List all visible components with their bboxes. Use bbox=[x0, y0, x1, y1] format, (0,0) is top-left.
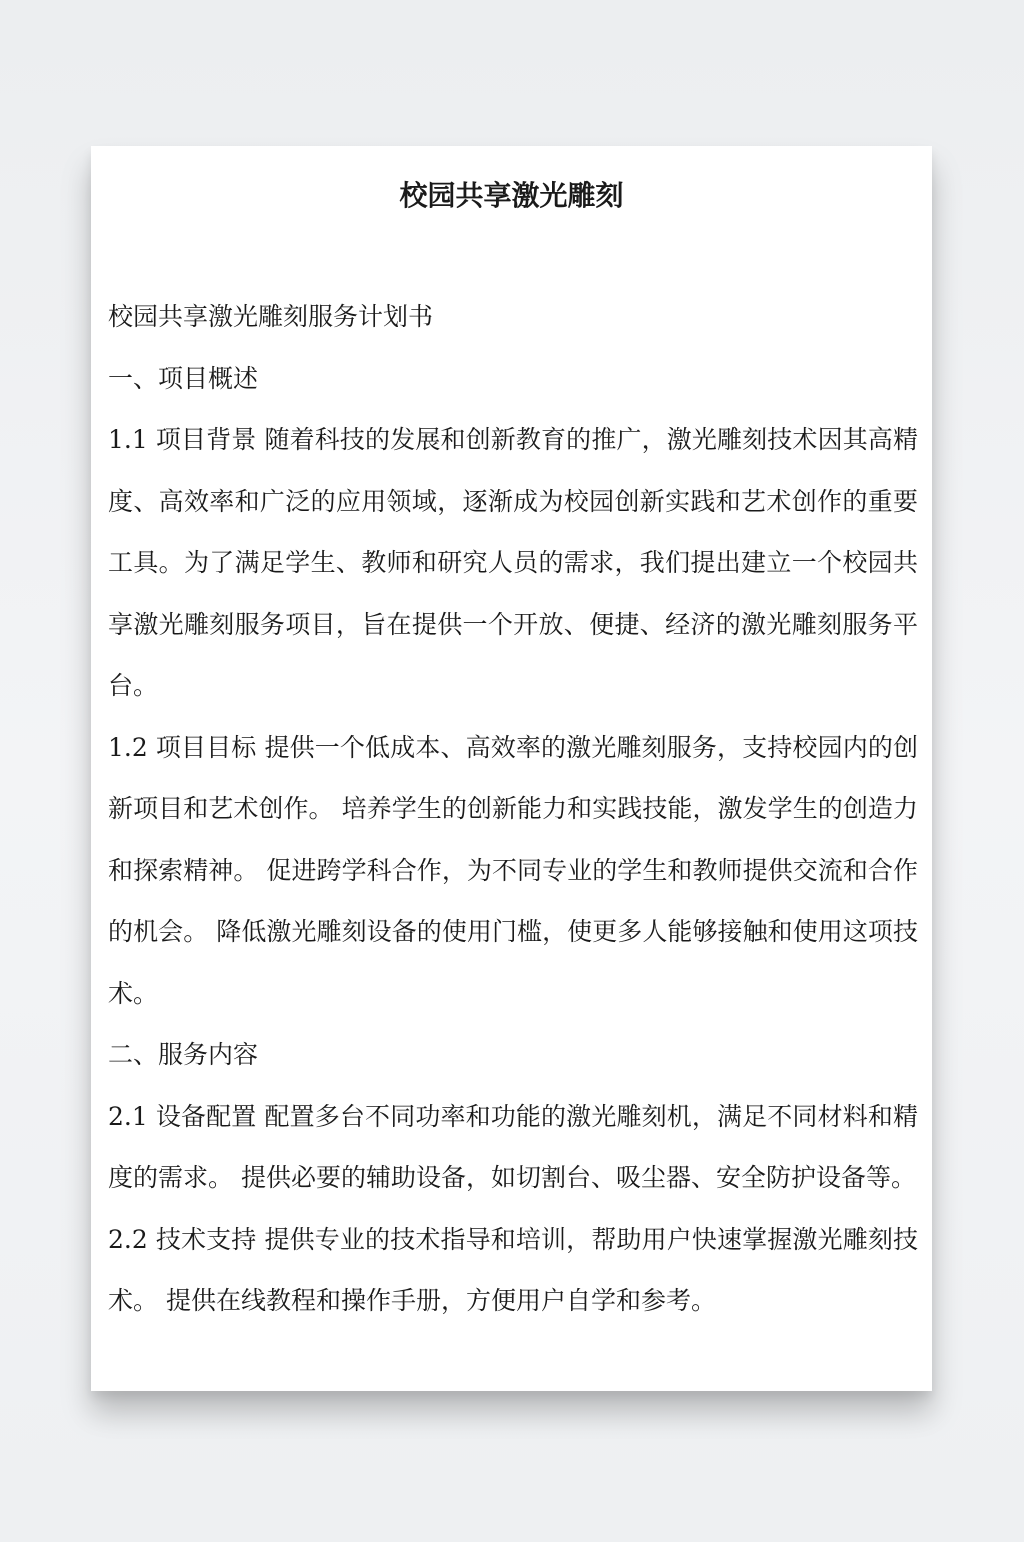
paragraph-equipment: 2.1 设备配置 配置多台不同功率和功能的激光雕刻机，满足不同材料和精度的需求。 提供必要的辅助设备，如切割台、吸尘器、安全防护设备等。 bbox=[108, 1101, 918, 1192]
paragraph-goals: 1.2 项目目标 提供一个低成本、高效率的激光雕刻服务，支持校园内的创新项目和艺术创作。 培养学生的创新能力和实践技能，激发学生的创造力和探索精神。 促进跨学科合作，为不同专业的学生和教师提供交流和合作的机会。 降低激光雕刻设备的使用门槛，使更多人能够接触和使用这项技术。 bbox=[108, 732, 918, 1008]
document-body bbox=[108, 286, 918, 1332]
section-heading-services: 二、服务内容 bbox=[108, 1040, 259, 1069]
document-page bbox=[91, 146, 932, 1391]
paragraph-tech-support: 2.2 技术支持 提供专业的技术指导和培训，帮助用户快速掌握激光雕刻技术。 提供在线教程和操作手册，方便用户自学和参考。 bbox=[108, 1224, 918, 1315]
document-title: 校园共享激光雕刻 bbox=[399, 179, 624, 212]
section-heading-overview: 一、项目概述 bbox=[108, 363, 259, 393]
paragraph-background: 1.1 项目背景 随着科技的发展和创新教育的推广，激光雕刻技术因其高精度、高效率和广泛的应用领域，逐渐成为校园创新实践和艺术创作的重要工具。为了满足学生、教师和研究人员的需求，我们提出建立一个校园共享激光雕刻服务项目，旨在提供一个开放、便捷、经济的激光雕刻服务平台。 bbox=[108, 425, 918, 700]
plan-heading: 校园共享激光雕刻服务计划书 bbox=[108, 302, 434, 331]
